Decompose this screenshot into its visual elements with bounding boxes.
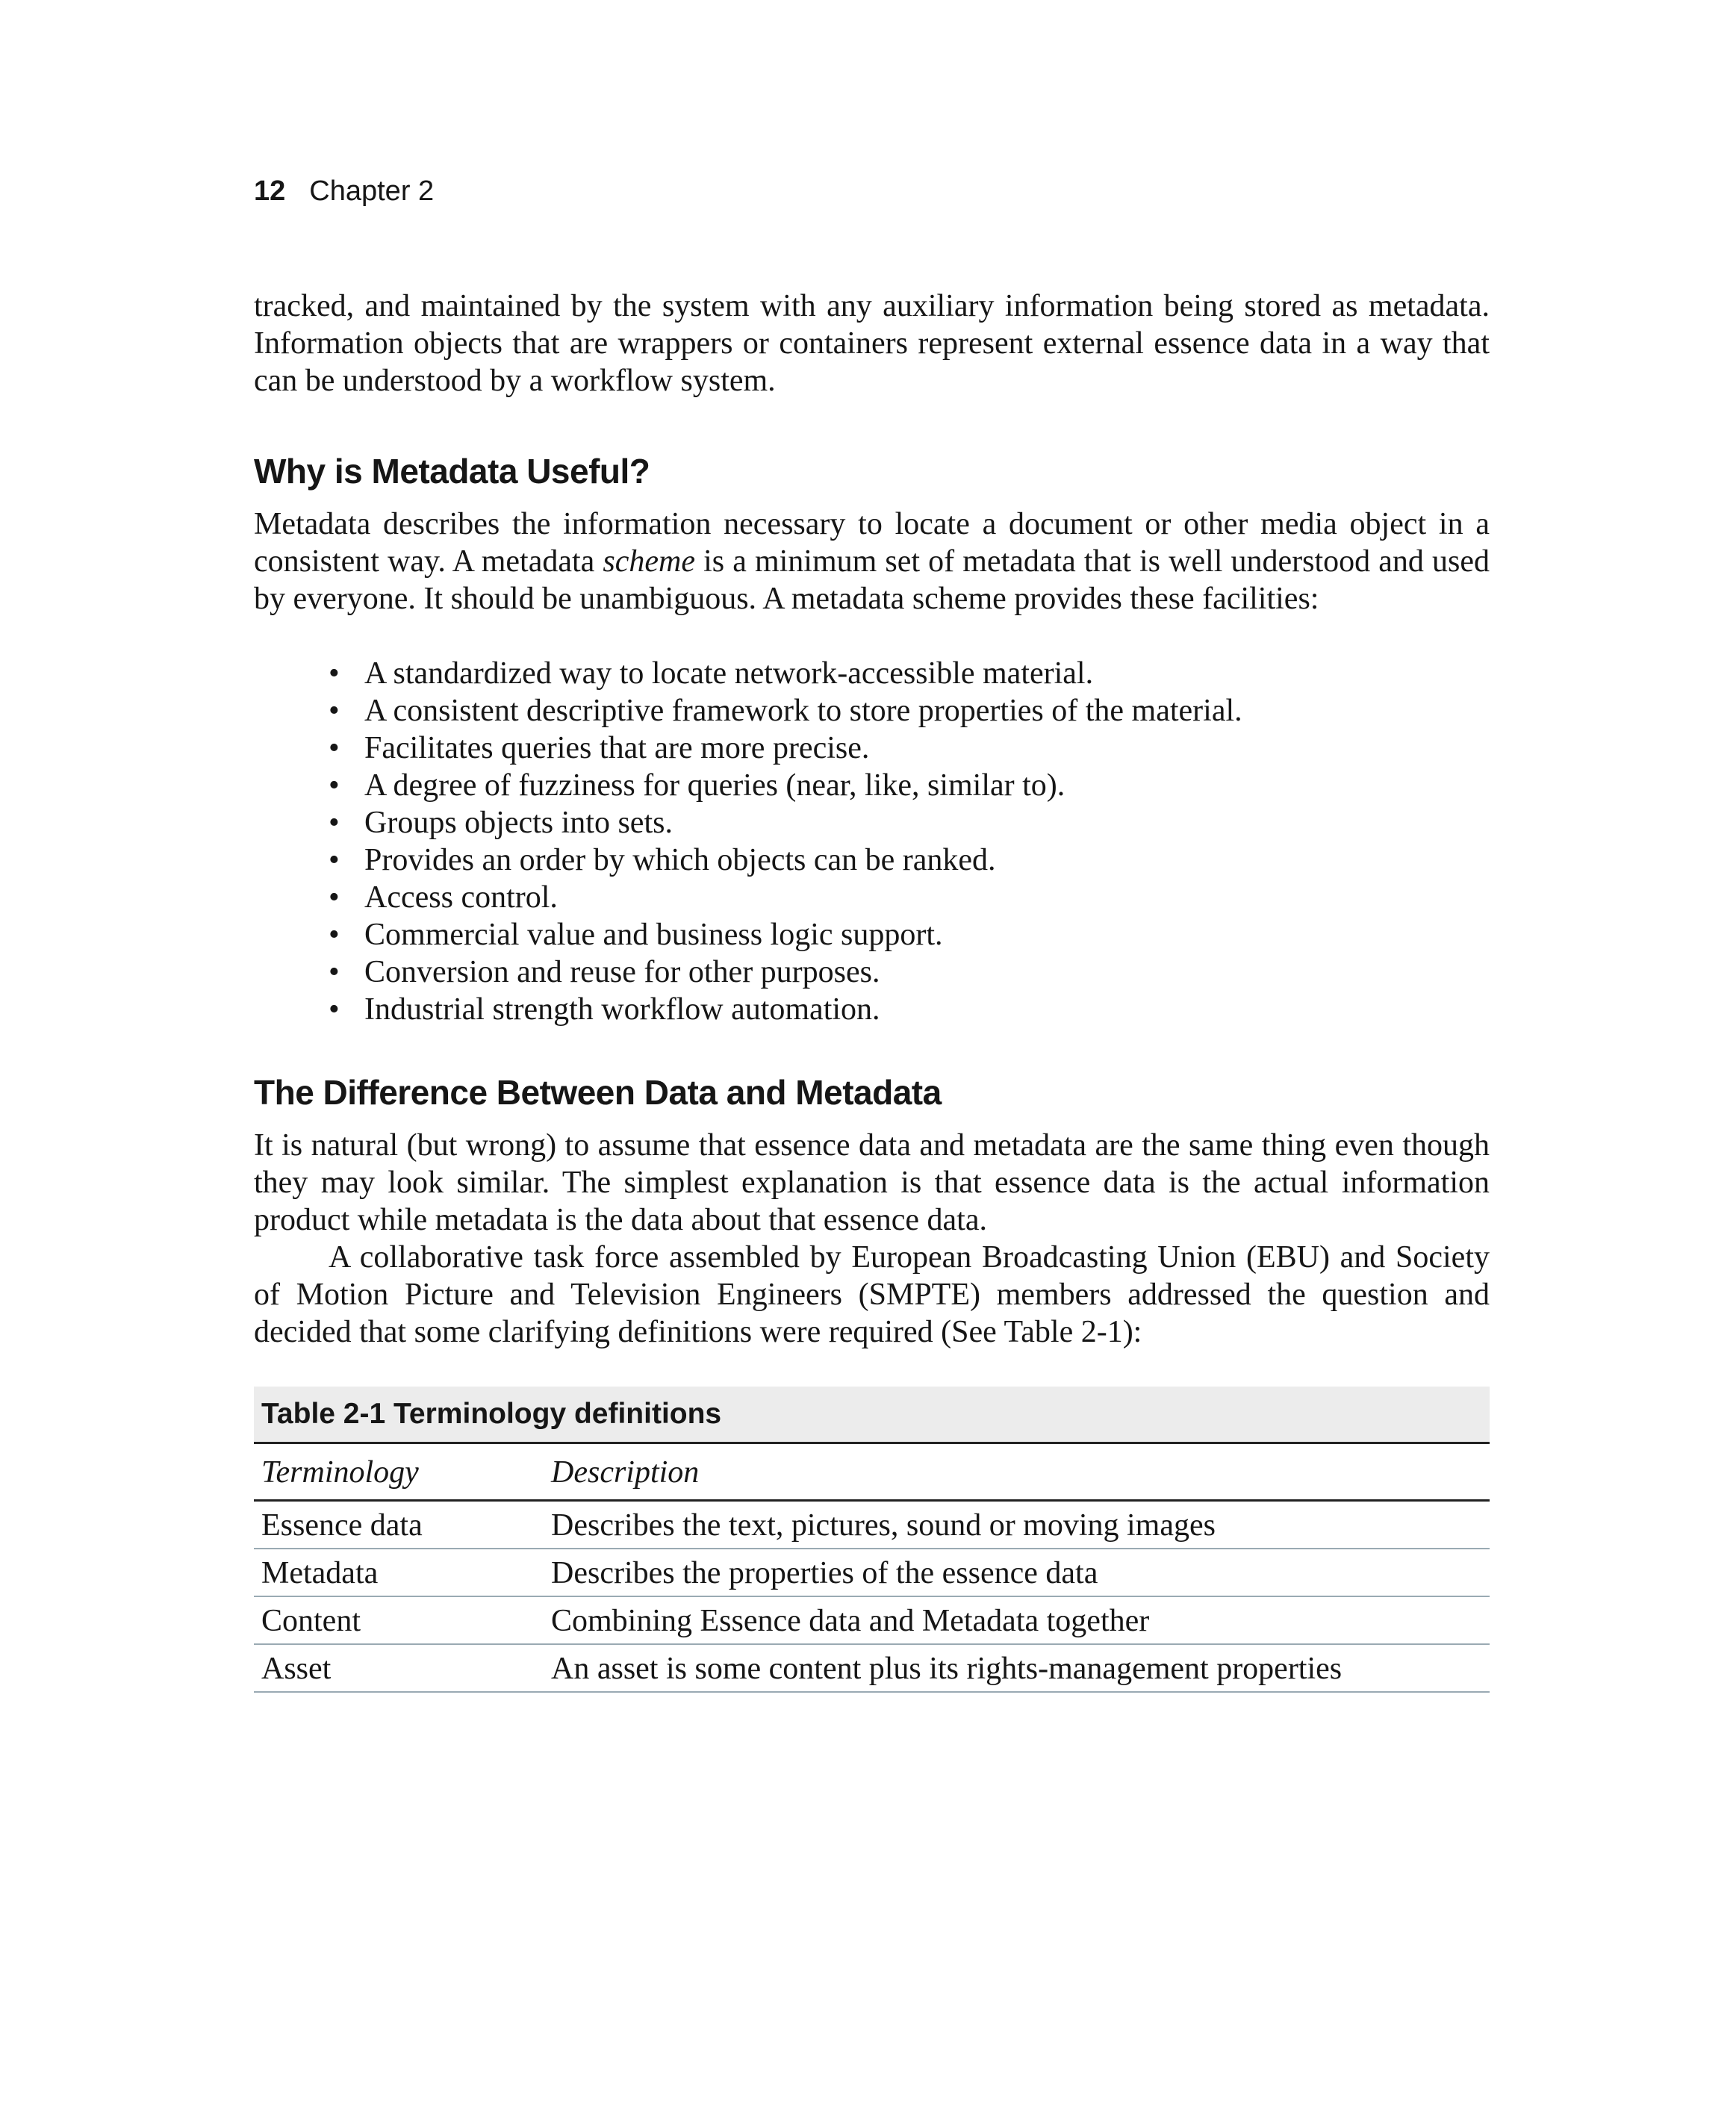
list-item-text: Access control. — [364, 880, 558, 915]
intro-paragraph: tracked, and maintained by the system with any auxiliary information being stored as metadata. Information objects that are wrappers or containers represent external essence data in a way that can be understood by a workflow system. — [254, 289, 1490, 398]
list-item — [329, 767, 1490, 804]
description-cell: An asset is some content plus its rights-management properties — [544, 1644, 1490, 1692]
list-item-text: A consistent descriptive framework to store properties of the material. — [364, 694, 1242, 728]
column-header-description: Description — [544, 1444, 1490, 1501]
section-heading-difference-data-metadata: The Difference Between Data and Metadata — [254, 1073, 942, 1112]
list-item — [329, 692, 1490, 729]
column-header-terminology: Terminology — [254, 1444, 544, 1501]
list-item — [329, 729, 1490, 767]
running-head — [254, 173, 434, 209]
list-item-text: Groups objects into sets. — [364, 806, 673, 840]
emphasis-scheme: scheme — [603, 544, 696, 579]
difference-paragraph: It is natural (but wrong) to assume that essence data and metadata are the same thing even though they may look similar. The simplest explanation is that essence data is the actual information product while metadata is the data about that essence data. — [254, 1128, 1490, 1237]
list-item-text: Commercial value and business logic support. — [364, 918, 943, 952]
list-item — [329, 916, 1490, 953]
bullet-icon: • — [329, 806, 340, 840]
bullet-icon: • — [329, 992, 340, 1027]
list-item-text: Industrial strength workflow automation. — [364, 992, 880, 1027]
list-item-text: A standardized way to locate network-accessible material. — [364, 656, 1094, 691]
list-item — [329, 953, 1490, 991]
paragraph-text-after: is a minimum set of metadata that is well understood and used by everyone. It should be unambiguous. A metadata scheme provides these facilities: — [254, 544, 1490, 616]
terminology-table — [254, 1387, 1490, 1693]
bullet-icon: • — [329, 768, 340, 803]
chapter-label: Chapter 2 — [309, 175, 435, 207]
table-row — [254, 1549, 1490, 1596]
facilities-bullet-list — [254, 655, 1490, 1028]
description-cell: Describes the properties of the essence data — [544, 1549, 1490, 1596]
table-row — [254, 1644, 1490, 1692]
list-item-text: Facilitates queries that are more precise. — [364, 731, 870, 765]
list-item — [329, 991, 1490, 1028]
description-cell: Combining Essence data and Metadata together — [544, 1596, 1490, 1644]
bullet-icon: • — [329, 918, 340, 952]
bullet-icon: • — [329, 843, 340, 877]
list-item-text: Provides an order by which objects can be ranked. — [364, 843, 996, 877]
table-row — [254, 1596, 1490, 1644]
bullet-icon: • — [329, 880, 340, 915]
list-item — [329, 655, 1490, 692]
term-cell: Metadata — [254, 1549, 544, 1596]
list-item — [329, 879, 1490, 916]
paragraph-text-before: Metadata describes the information necessary to locate a document or other media object in a consistent way. A metadata — [254, 507, 1490, 579]
term-cell: Essence data — [254, 1501, 544, 1549]
term-cell: Content — [254, 1596, 544, 1644]
description-cell: Describes the text, pictures, sound or moving images — [544, 1501, 1490, 1549]
page-content — [254, 287, 1490, 1693]
bullet-icon: • — [329, 694, 340, 728]
bullet-icon: • — [329, 955, 340, 989]
metadata-scheme-paragraph — [254, 505, 1490, 617]
bullet-icon: • — [329, 731, 340, 765]
list-item — [329, 841, 1490, 879]
list-item-text: Conversion and reuse for other purposes. — [364, 955, 880, 989]
list-item — [329, 804, 1490, 841]
bullet-icon: • — [329, 656, 340, 691]
table-header-row — [254, 1444, 1490, 1501]
list-item-text: A degree of fuzziness for queries (near, like, similar to). — [364, 768, 1065, 803]
term-cell: Asset — [254, 1644, 544, 1692]
task-force-paragraph: A collaborative task force assembled by European Broadcasting Union (EBU) and Society of Motion Picture and Television Engineers (SMPTE) members addressed the question and decided that some clarifying definitions were required (See Table 2-1): — [254, 1240, 1490, 1349]
page-number: 12 — [254, 175, 286, 207]
table-row — [254, 1501, 1490, 1549]
section-heading-why-metadata-useful: Why is Metadata Useful? — [254, 452, 650, 491]
table-caption: Table 2-1 Terminology definitions — [254, 1387, 1490, 1444]
